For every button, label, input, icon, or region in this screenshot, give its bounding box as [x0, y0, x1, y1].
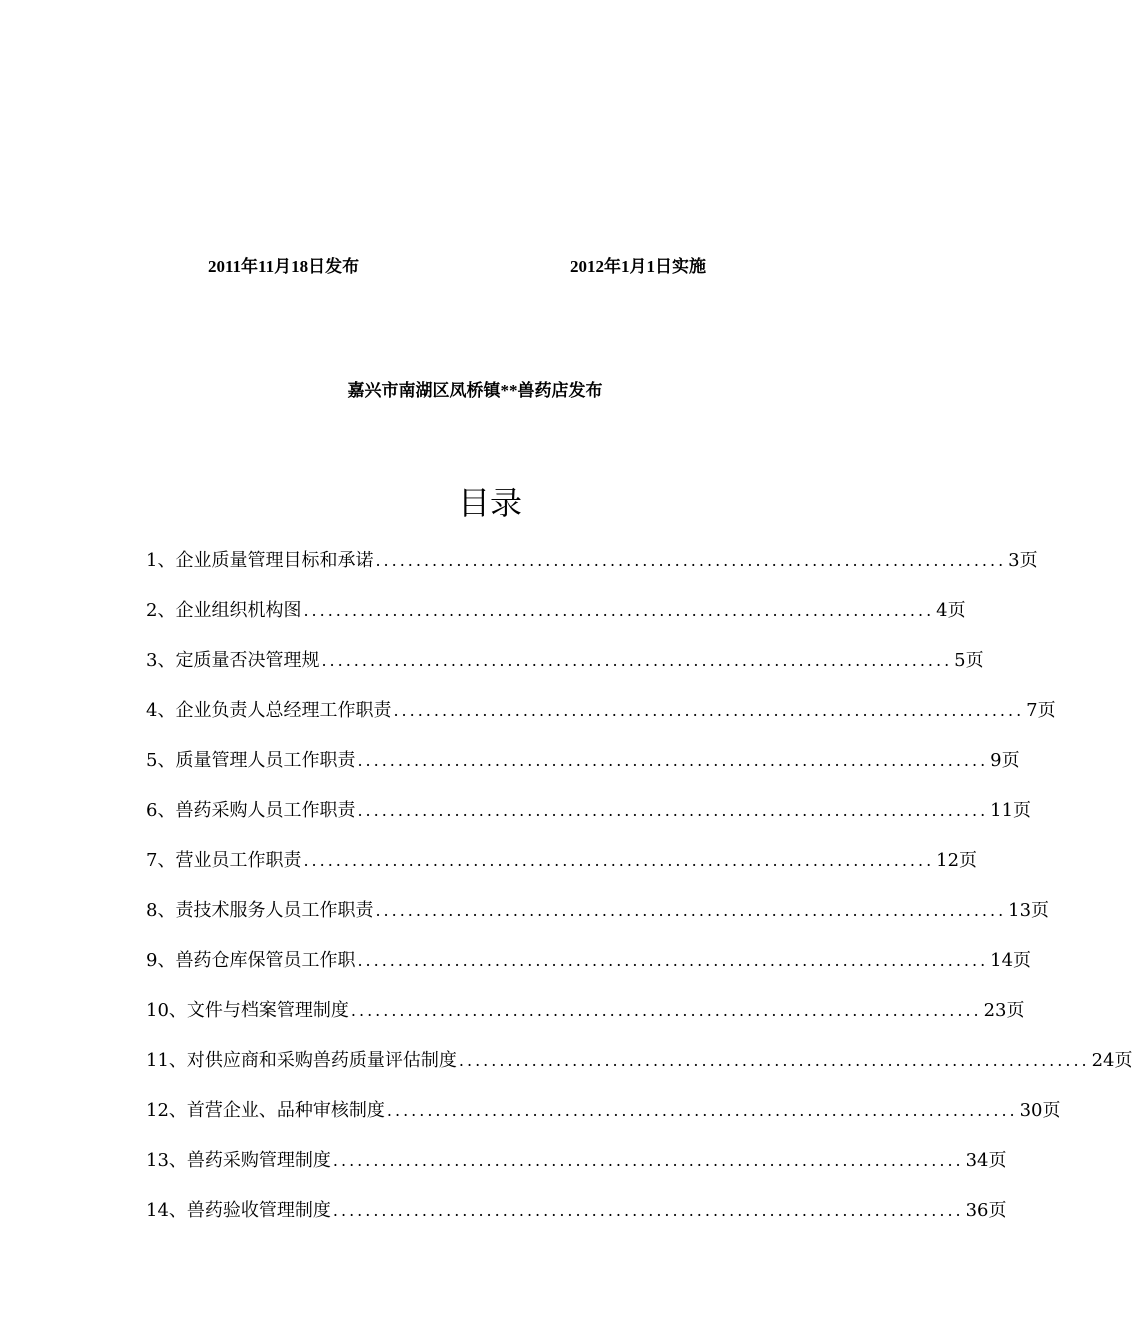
- toc-leader-dots: ..............................................................................: [332, 1200, 964, 1220]
- toc-entry-page: 24页: [1091, 1050, 1133, 1071]
- toc-entry[interactable]: [146, 1184, 1007, 1234]
- toc-entry[interactable]: [146, 734, 1020, 784]
- toc-entry[interactable]: [146, 784, 1032, 834]
- toc-entry-page: 23页: [983, 1000, 1025, 1021]
- toc-entry[interactable]: [146, 1084, 1061, 1134]
- toc-entry-label: 7、营业员工作职责: [146, 850, 302, 871]
- effective-date: 2012年1月1日实施: [570, 257, 706, 276]
- toc-leader-dots: ..............................................................................: [321, 650, 953, 670]
- toc-entry-label: 3、定质量否决管理规: [146, 650, 320, 671]
- toc-entry[interactable]: [146, 984, 1025, 1034]
- toc-entry-page: 7页: [1026, 700, 1056, 721]
- toc-entry-label: 10、文件与档案管理制度: [146, 1000, 349, 1021]
- toc-leader-dots: ..............................................................................: [332, 1150, 964, 1170]
- toc-entry-label: 4、企业负责人总经理工作职责: [146, 700, 392, 721]
- toc-leader-dots: ..............................................................................: [350, 1000, 982, 1020]
- toc-leader-dots: ..............................................................................: [303, 600, 935, 620]
- toc-entry-page: 13页: [1008, 900, 1050, 921]
- toc-entry-label: 1、企业质量管理目标和承诺: [146, 550, 374, 571]
- toc-entry[interactable]: [146, 534, 1038, 584]
- toc-leader-dots: ..............................................................................: [375, 900, 1007, 920]
- toc-entry-label: 6、兽药采购人员工作职责: [146, 800, 356, 821]
- toc-entry-label: 12、首营企业、品种审核制度: [146, 1100, 385, 1121]
- toc-entry[interactable]: [146, 1134, 1007, 1184]
- toc-entry-page: 12页: [936, 850, 978, 871]
- toc-entry[interactable]: [146, 1034, 1133, 1084]
- toc-entry-label: 14、兽药验收管理制度: [146, 1200, 331, 1221]
- toc-title: 目录: [457, 484, 522, 522]
- toc-entry-page: 11页: [990, 800, 1032, 821]
- toc-entry-label: 9、兽药仓库保管员工作职: [146, 950, 356, 971]
- toc-leader-dots: ..............................................................................: [375, 550, 1007, 570]
- publisher-line: 嘉兴市南湖区凤桥镇**兽药店发布: [347, 381, 603, 400]
- toc-entry[interactable]: [146, 934, 1032, 984]
- toc-leader-dots: ..............................................................................: [393, 700, 1025, 720]
- toc-entry-label: 8、责技术服务人员工作职责: [146, 900, 374, 921]
- toc-entry[interactable]: [146, 684, 1056, 734]
- toc-entry-page: 36页: [965, 1200, 1007, 1221]
- publish-date: 2011年11月18日发布: [208, 257, 360, 276]
- toc-entry[interactable]: [146, 834, 978, 884]
- toc-leader-dots: ..............................................................................: [386, 1100, 1018, 1120]
- toc-entry-page: 9页: [990, 750, 1020, 771]
- toc-entry-label: 2、企业组织机构图: [146, 600, 302, 621]
- toc-entry-page: 30页: [1019, 1100, 1061, 1121]
- toc-leader-dots: ..............................................................................: [303, 850, 935, 870]
- toc-entry-page: 34页: [965, 1150, 1007, 1171]
- toc-entry-page: 3页: [1008, 550, 1038, 571]
- toc-list: [146, 534, 1133, 1234]
- toc-entry-label: 11、对供应商和采购兽药质量评估制度: [146, 1050, 457, 1071]
- toc-leader-dots: ..............................................................................: [357, 800, 989, 820]
- toc-entry-page: 14页: [990, 950, 1032, 971]
- toc-entry[interactable]: [146, 884, 1050, 934]
- toc-entry-label: 13、兽药采购管理制度: [146, 1150, 331, 1171]
- toc-leader-dots: ..............................................................................: [357, 950, 989, 970]
- toc-leader-dots: ..............................................................................: [357, 750, 989, 770]
- toc-entry[interactable]: [146, 634, 984, 684]
- toc-entry-page: 4页: [936, 600, 966, 621]
- toc-entry-label: 5、质量管理人员工作职责: [146, 750, 356, 771]
- dates-line: [0, 252, 950, 276]
- toc-leader-dots: ..............................................................................: [458, 1050, 1090, 1070]
- toc-entry-page: 5页: [954, 650, 984, 671]
- toc-entry[interactable]: [146, 584, 966, 634]
